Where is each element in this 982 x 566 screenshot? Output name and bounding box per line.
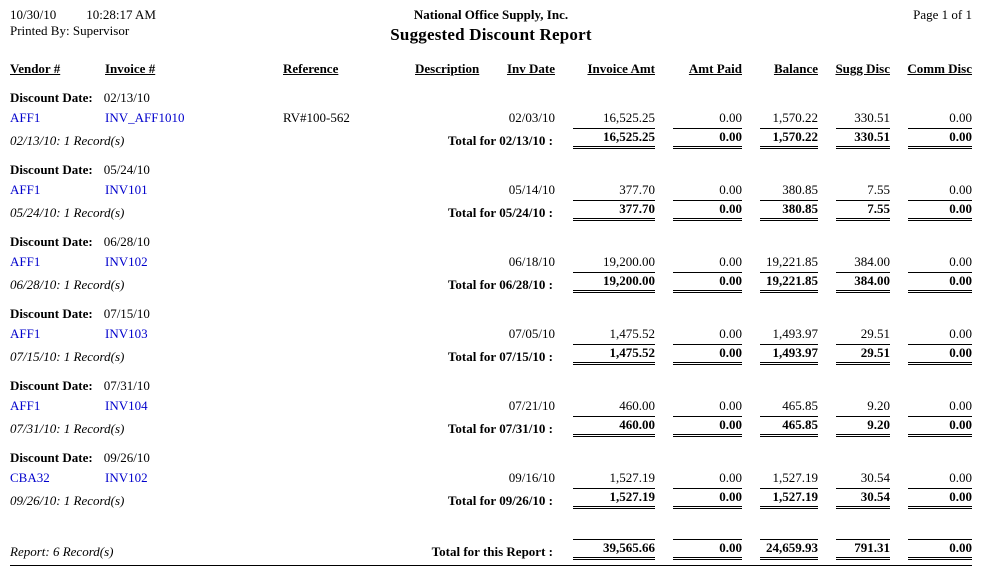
amt-paid-cell: 0.00 — [719, 182, 742, 197]
group-total-comm-disc: 0.00 — [908, 272, 972, 293]
column-header-row — [10, 61, 972, 77]
group-record-count: 05/24/10: 1 Record(s) — [10, 205, 125, 220]
vendor-link[interactable]: AFF1 — [10, 182, 41, 197]
discount-date-row — [10, 234, 972, 250]
group-total-sugg-disc: 30.54 — [836, 488, 890, 509]
invoice-link[interactable]: INV102 — [105, 470, 148, 485]
description-cell — [415, 398, 495, 414]
header-center — [240, 7, 742, 45]
group-total-row — [10, 200, 972, 221]
sugg-disc-cell: 30.54 — [860, 470, 890, 485]
report-record-count: Report: 6 Record(s) — [10, 544, 114, 559]
report-title: Suggested Discount Report — [390, 25, 592, 44]
reference-cell: RV#100-562 — [283, 110, 350, 125]
invoice-row — [10, 470, 972, 486]
header-left — [10, 7, 240, 39]
invoice-row — [10, 182, 972, 198]
discount-date-row — [10, 306, 972, 322]
col-header-comm-disc: Comm Disc — [907, 61, 972, 76]
group-total-row — [10, 128, 972, 149]
discount-group — [10, 450, 972, 509]
group-total-sugg-disc: 9.20 — [836, 416, 890, 437]
comm-disc-cell: 0.00 — [949, 110, 972, 125]
discount-group — [10, 306, 972, 365]
group-total-comm-disc: 0.00 — [908, 416, 972, 437]
invoice-amt-cell: 377.70 — [619, 182, 655, 197]
amt-paid-cell: 0.00 — [719, 470, 742, 485]
sugg-disc-cell: 330.51 — [854, 110, 890, 125]
print-date: 10/30/10 — [10, 7, 57, 22]
group-list — [10, 90, 972, 509]
description-cell — [415, 470, 495, 486]
discount-date-label: Discount Date: — [10, 306, 93, 321]
discount-date-value: 09/26/10 — [103, 450, 150, 465]
col-header-amt-paid: Amt Paid — [688, 61, 742, 76]
col-header-invoice-amt: Invoice Amt — [587, 61, 655, 76]
report-total-amt-paid: 0.00 — [673, 539, 742, 560]
group-total-label: Total for 09/26/10 : — [447, 493, 553, 508]
comm-disc-cell: 0.00 — [949, 254, 972, 269]
amt-paid-cell: 0.00 — [719, 326, 742, 341]
inv-date-cell: 07/21/10 — [508, 398, 555, 413]
balance-cell: 1,493.97 — [772, 326, 818, 341]
balance-cell: 380.85 — [782, 182, 818, 197]
vendor-link[interactable]: AFF1 — [10, 398, 41, 413]
group-total-comm-disc: 0.00 — [908, 128, 972, 149]
description-cell — [415, 182, 495, 198]
group-total-sugg-disc: 7.55 — [836, 200, 890, 221]
col-header-vendor: Vendor # — [10, 61, 61, 76]
col-header-sugg-disc: Sugg Disc — [835, 61, 890, 76]
reference-cell — [283, 254, 415, 270]
col-header-balance: Balance — [773, 61, 818, 76]
group-total-amt-paid: 0.00 — [673, 128, 742, 149]
amt-paid-cell: 0.00 — [719, 398, 742, 413]
balance-cell: 1,527.19 — [772, 470, 818, 485]
discount-date-row — [10, 450, 972, 466]
inv-date-cell: 07/05/10 — [508, 326, 555, 341]
group-total-invoice-amt: 19,200.00 — [573, 272, 655, 293]
invoice-amt-cell: 19,200.00 — [603, 254, 655, 269]
discount-date-value: 02/13/10 — [103, 90, 150, 105]
invoice-amt-cell: 1,527.19 — [609, 470, 655, 485]
invoice-row — [10, 398, 972, 414]
group-total-balance: 1,493.97 — [760, 344, 818, 365]
group-total-balance: 1,570.22 — [760, 128, 818, 149]
col-header-invoice: Invoice # — [105, 61, 156, 76]
page-number: Page 1 of 1 — [913, 7, 972, 22]
inv-date-cell: 05/14/10 — [508, 182, 555, 197]
discount-date-row — [10, 378, 972, 394]
vendor-link[interactable]: AFF1 — [10, 110, 41, 125]
group-total-label: Total for 07/31/10 : — [447, 421, 553, 436]
discount-date-value: 05/24/10 — [103, 162, 150, 177]
group-total-row — [10, 488, 972, 509]
comm-disc-cell: 0.00 — [949, 470, 972, 485]
col-header-reference: Reference — [283, 61, 339, 76]
invoice-row — [10, 110, 972, 126]
group-total-sugg-disc: 384.00 — [836, 272, 890, 293]
group-record-count: 06/28/10: 1 Record(s) — [10, 277, 125, 292]
group-record-count: 07/15/10: 1 Record(s) — [10, 349, 125, 364]
group-record-count: 09/26/10: 1 Record(s) — [10, 493, 125, 508]
discount-group — [10, 234, 972, 293]
group-total-label: Total for 07/15/10 : — [447, 349, 553, 364]
balance-cell: 465.85 — [782, 398, 818, 413]
group-total-amt-paid: 0.00 — [673, 200, 742, 221]
invoice-link[interactable]: INV102 — [105, 254, 148, 269]
group-total-amt-paid: 0.00 — [673, 344, 742, 365]
discount-date-row — [10, 162, 972, 178]
print-time: 10:28:17 AM — [86, 7, 156, 22]
group-total-comm-disc: 0.00 — [908, 344, 972, 365]
group-total-invoice-amt: 16,525.25 — [573, 128, 655, 149]
group-total-balance: 380.85 — [760, 200, 818, 221]
invoice-row — [10, 254, 972, 270]
group-total-invoice-amt: 1,475.52 — [573, 344, 655, 365]
report-total-comm-disc: 0.00 — [908, 539, 972, 560]
discount-date-value: 06/28/10 — [103, 234, 150, 249]
description-cell — [415, 326, 495, 342]
discount-group — [10, 378, 972, 437]
discount-date-label: Discount Date: — [10, 90, 93, 105]
group-record-count: 02/13/10: 1 Record(s) — [10, 133, 125, 148]
reference-cell — [283, 182, 415, 198]
group-total-invoice-amt: 460.00 — [573, 416, 655, 437]
group-record-count: 07/31/10: 1 Record(s) — [10, 421, 125, 436]
report-total-row — [10, 539, 972, 560]
company-name: National Office Supply, Inc. — [413, 7, 569, 22]
group-total-balance: 1,527.19 — [760, 488, 818, 509]
col-header-description: Description — [415, 61, 480, 76]
discount-date-label: Discount Date: — [10, 450, 93, 465]
group-total-label: Total for 06/28/10 : — [447, 277, 553, 292]
sugg-disc-cell: 384.00 — [854, 254, 890, 269]
amt-paid-cell: 0.00 — [719, 254, 742, 269]
inv-date-cell: 02/03/10 — [508, 110, 555, 125]
invoice-amt-cell: 1,475.52 — [609, 326, 655, 341]
group-total-sugg-disc: 29.51 — [836, 344, 890, 365]
discount-group — [10, 162, 972, 221]
group-total-row — [10, 344, 972, 365]
inv-date-cell: 09/16/10 — [508, 470, 555, 485]
invoice-link[interactable]: INV103 — [105, 326, 148, 341]
report-total-invoice-amt: 39,565.66 — [573, 539, 655, 560]
amt-paid-cell: 0.00 — [719, 110, 742, 125]
invoice-amt-cell: 460.00 — [619, 398, 655, 413]
report-total-balance: 24,659.93 — [760, 539, 818, 560]
invoice-link[interactable]: INV104 — [105, 398, 148, 413]
sugg-disc-cell: 7.55 — [867, 182, 890, 197]
discount-date-value: 07/31/10 — [103, 378, 150, 393]
invoice-link[interactable]: INV101 — [105, 182, 148, 197]
balance-cell: 19,221.85 — [766, 254, 818, 269]
invoice-row — [10, 326, 972, 342]
group-total-comm-disc: 0.00 — [908, 200, 972, 221]
reference-cell — [283, 326, 415, 342]
group-total-row — [10, 272, 972, 293]
sugg-disc-cell: 9.20 — [867, 398, 890, 413]
inv-date-cell: 06/18/10 — [508, 254, 555, 269]
vendor-link[interactable]: CBA32 — [10, 470, 50, 485]
report-total-sugg-disc: 791.31 — [836, 539, 890, 560]
group-total-label: Total for 02/13/10 : — [447, 133, 553, 148]
discount-date-row — [10, 90, 972, 106]
discount-date-label: Discount Date: — [10, 378, 93, 393]
vendor-link[interactable]: AFF1 — [10, 254, 41, 269]
group-total-amt-paid: 0.00 — [673, 272, 742, 293]
report-header — [10, 7, 972, 45]
reference-cell — [283, 470, 415, 486]
invoice-amt-cell: 16,525.25 — [603, 110, 655, 125]
col-header-inv-date: Inv Date — [506, 61, 555, 76]
vendor-link[interactable]: AFF1 — [10, 326, 41, 341]
group-total-amt-paid: 0.00 — [673, 488, 742, 509]
group-total-invoice-amt: 1,527.19 — [573, 488, 655, 509]
sugg-disc-cell: 29.51 — [860, 326, 890, 341]
report-total-label: Total for this Report : — [431, 544, 553, 559]
discount-date-label: Discount Date: — [10, 162, 93, 177]
group-total-label: Total for 05/24/10 : — [447, 205, 553, 220]
comm-disc-cell: 0.00 — [949, 398, 972, 413]
group-total-sugg-disc: 330.51 — [836, 128, 890, 149]
reference-cell — [283, 398, 415, 414]
comm-disc-cell: 0.00 — [949, 182, 972, 197]
discount-date-label: Discount Date: — [10, 234, 93, 249]
group-total-row — [10, 416, 972, 437]
group-total-balance: 19,221.85 — [760, 272, 818, 293]
description-cell — [415, 110, 495, 126]
group-total-amt-paid: 0.00 — [673, 416, 742, 437]
group-total-comm-disc: 0.00 — [908, 488, 972, 509]
discount-date-value: 07/15/10 — [103, 306, 150, 321]
print-datetime — [10, 7, 240, 23]
description-cell — [415, 254, 495, 270]
printed-by: Printed By: Supervisor — [10, 23, 130, 38]
invoice-link[interactable]: INV_AFF1010 — [105, 110, 185, 125]
discount-group — [10, 90, 972, 149]
balance-cell: 1,570.22 — [772, 110, 818, 125]
comm-disc-cell: 0.00 — [949, 326, 972, 341]
group-total-invoice-amt: 377.70 — [573, 200, 655, 221]
group-total-balance: 465.85 — [760, 416, 818, 437]
